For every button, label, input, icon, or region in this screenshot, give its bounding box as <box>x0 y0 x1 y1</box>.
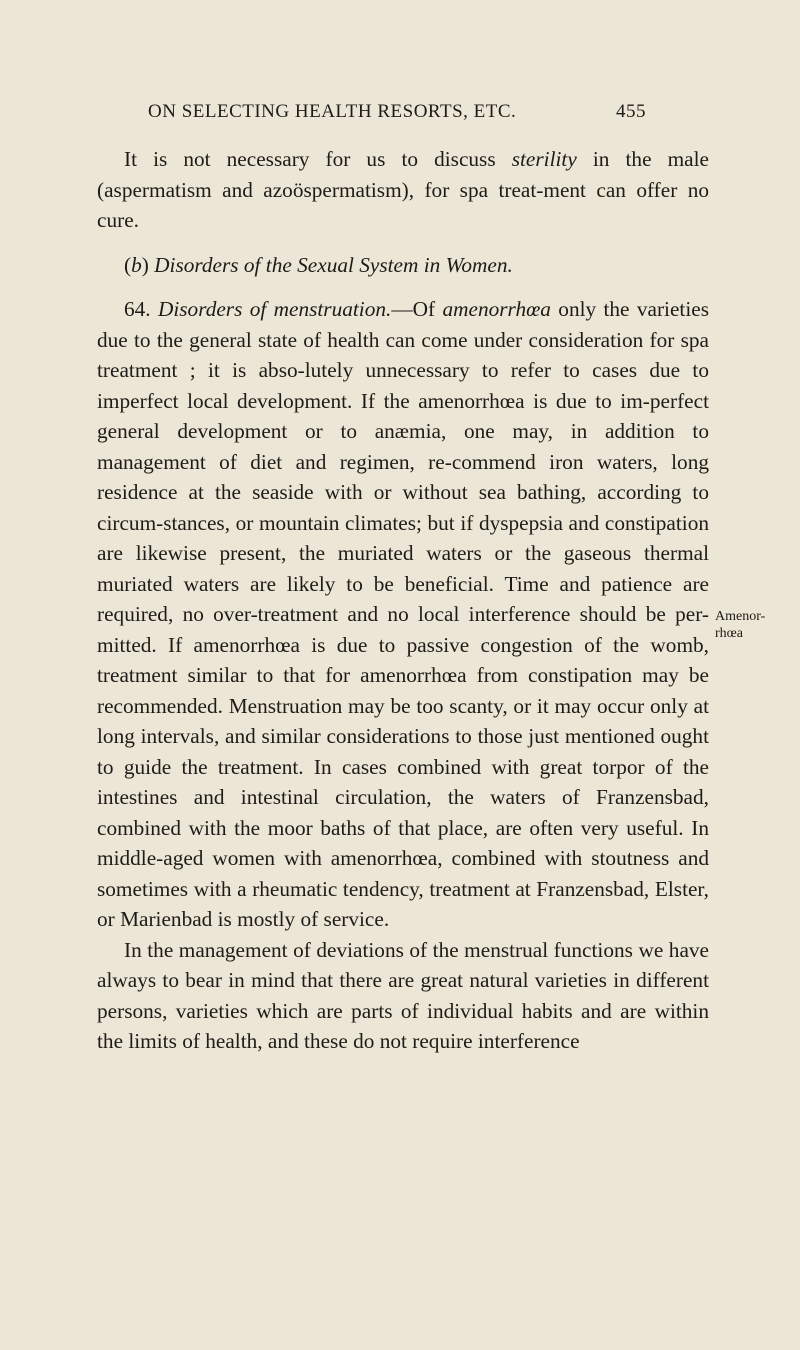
paragraph-menstruation <box>97 294 709 935</box>
section-number: 64. <box>124 297 158 321</box>
paragraph-sterility <box>97 144 709 236</box>
subhead-letter: b <box>131 252 142 277</box>
subhead-paren-close: ) <box>141 252 155 277</box>
running-title: ON SELECTING HEALTH RESORTS, ETC. <box>148 101 517 122</box>
p2-emphasis: amenorrhœa <box>442 297 551 321</box>
p2-dash: —Of <box>391 297 443 321</box>
margin-note-line-2: rhœa <box>715 626 743 641</box>
running-header <box>0 101 800 131</box>
section-subheading <box>97 250 709 281</box>
margin-note-line-1: Amenor- <box>715 609 766 624</box>
body-text <box>97 144 709 1057</box>
subhead-paren-open: ( <box>124 252 132 277</box>
paragraph-deviations: In the management of deviations of the menstrual functions we have always to bear in mind that there are great natural varieties in different persons, varieties which are parts of individual habits and are within the limits of health, and these do not require interference <box>97 937 709 1053</box>
p1-text-post: in the male (aspermatism and azoöspermatism), for spa treat-ment can offer no cure. <box>97 147 709 232</box>
margin-note <box>715 608 795 642</box>
section-title: Disorders of menstruation. <box>157 297 392 321</box>
p1-emphasis: sterility <box>511 147 577 171</box>
p1-text-pre: It is not necessary for us to discuss <box>124 147 512 171</box>
subhead-title: Disorders of the Sexual System in Women. <box>154 252 513 277</box>
page-number: 455 <box>616 101 646 122</box>
p2-body: only the varieties due to the general state of health can come under consideration for spa treatment ; it is abso-lutely unnecessary to refer to cases due to imperfect local development. If the amenorrhœa is due to im-perfect general development or to anæmia, one may, in addition to management of diet and regimen, re-commend iron waters, long residence at the seaside with or without sea bathing, according to circum-stances, or mountain climates; but if dyspepsia and constipation are likewise present, the muriated waters or the gaseous thermal muriated waters are likely to be beneficial. Time and patience are required, no over-treatment and no local interference should be per-mitted. If amenorrhœa is due to passive congestion of the womb, treatment similar to that for amenorrhœa from constipation may be recommended. Menstruation may be too scanty, or it may occur only at long intervals, and similar considerations to those just mentioned ought to guide the treatment. In cases combined with great torpor of the intestines and intestinal circulation, the waters of Franzensbad, combined with the moor baths of that place, are often very useful. In middle-aged women with amenorrhœa, combined with stoutness and sometimes with a rheumatic tendency, treatment at Franzensbad, Elster, or Marienbad is mostly of service. <box>97 297 709 931</box>
